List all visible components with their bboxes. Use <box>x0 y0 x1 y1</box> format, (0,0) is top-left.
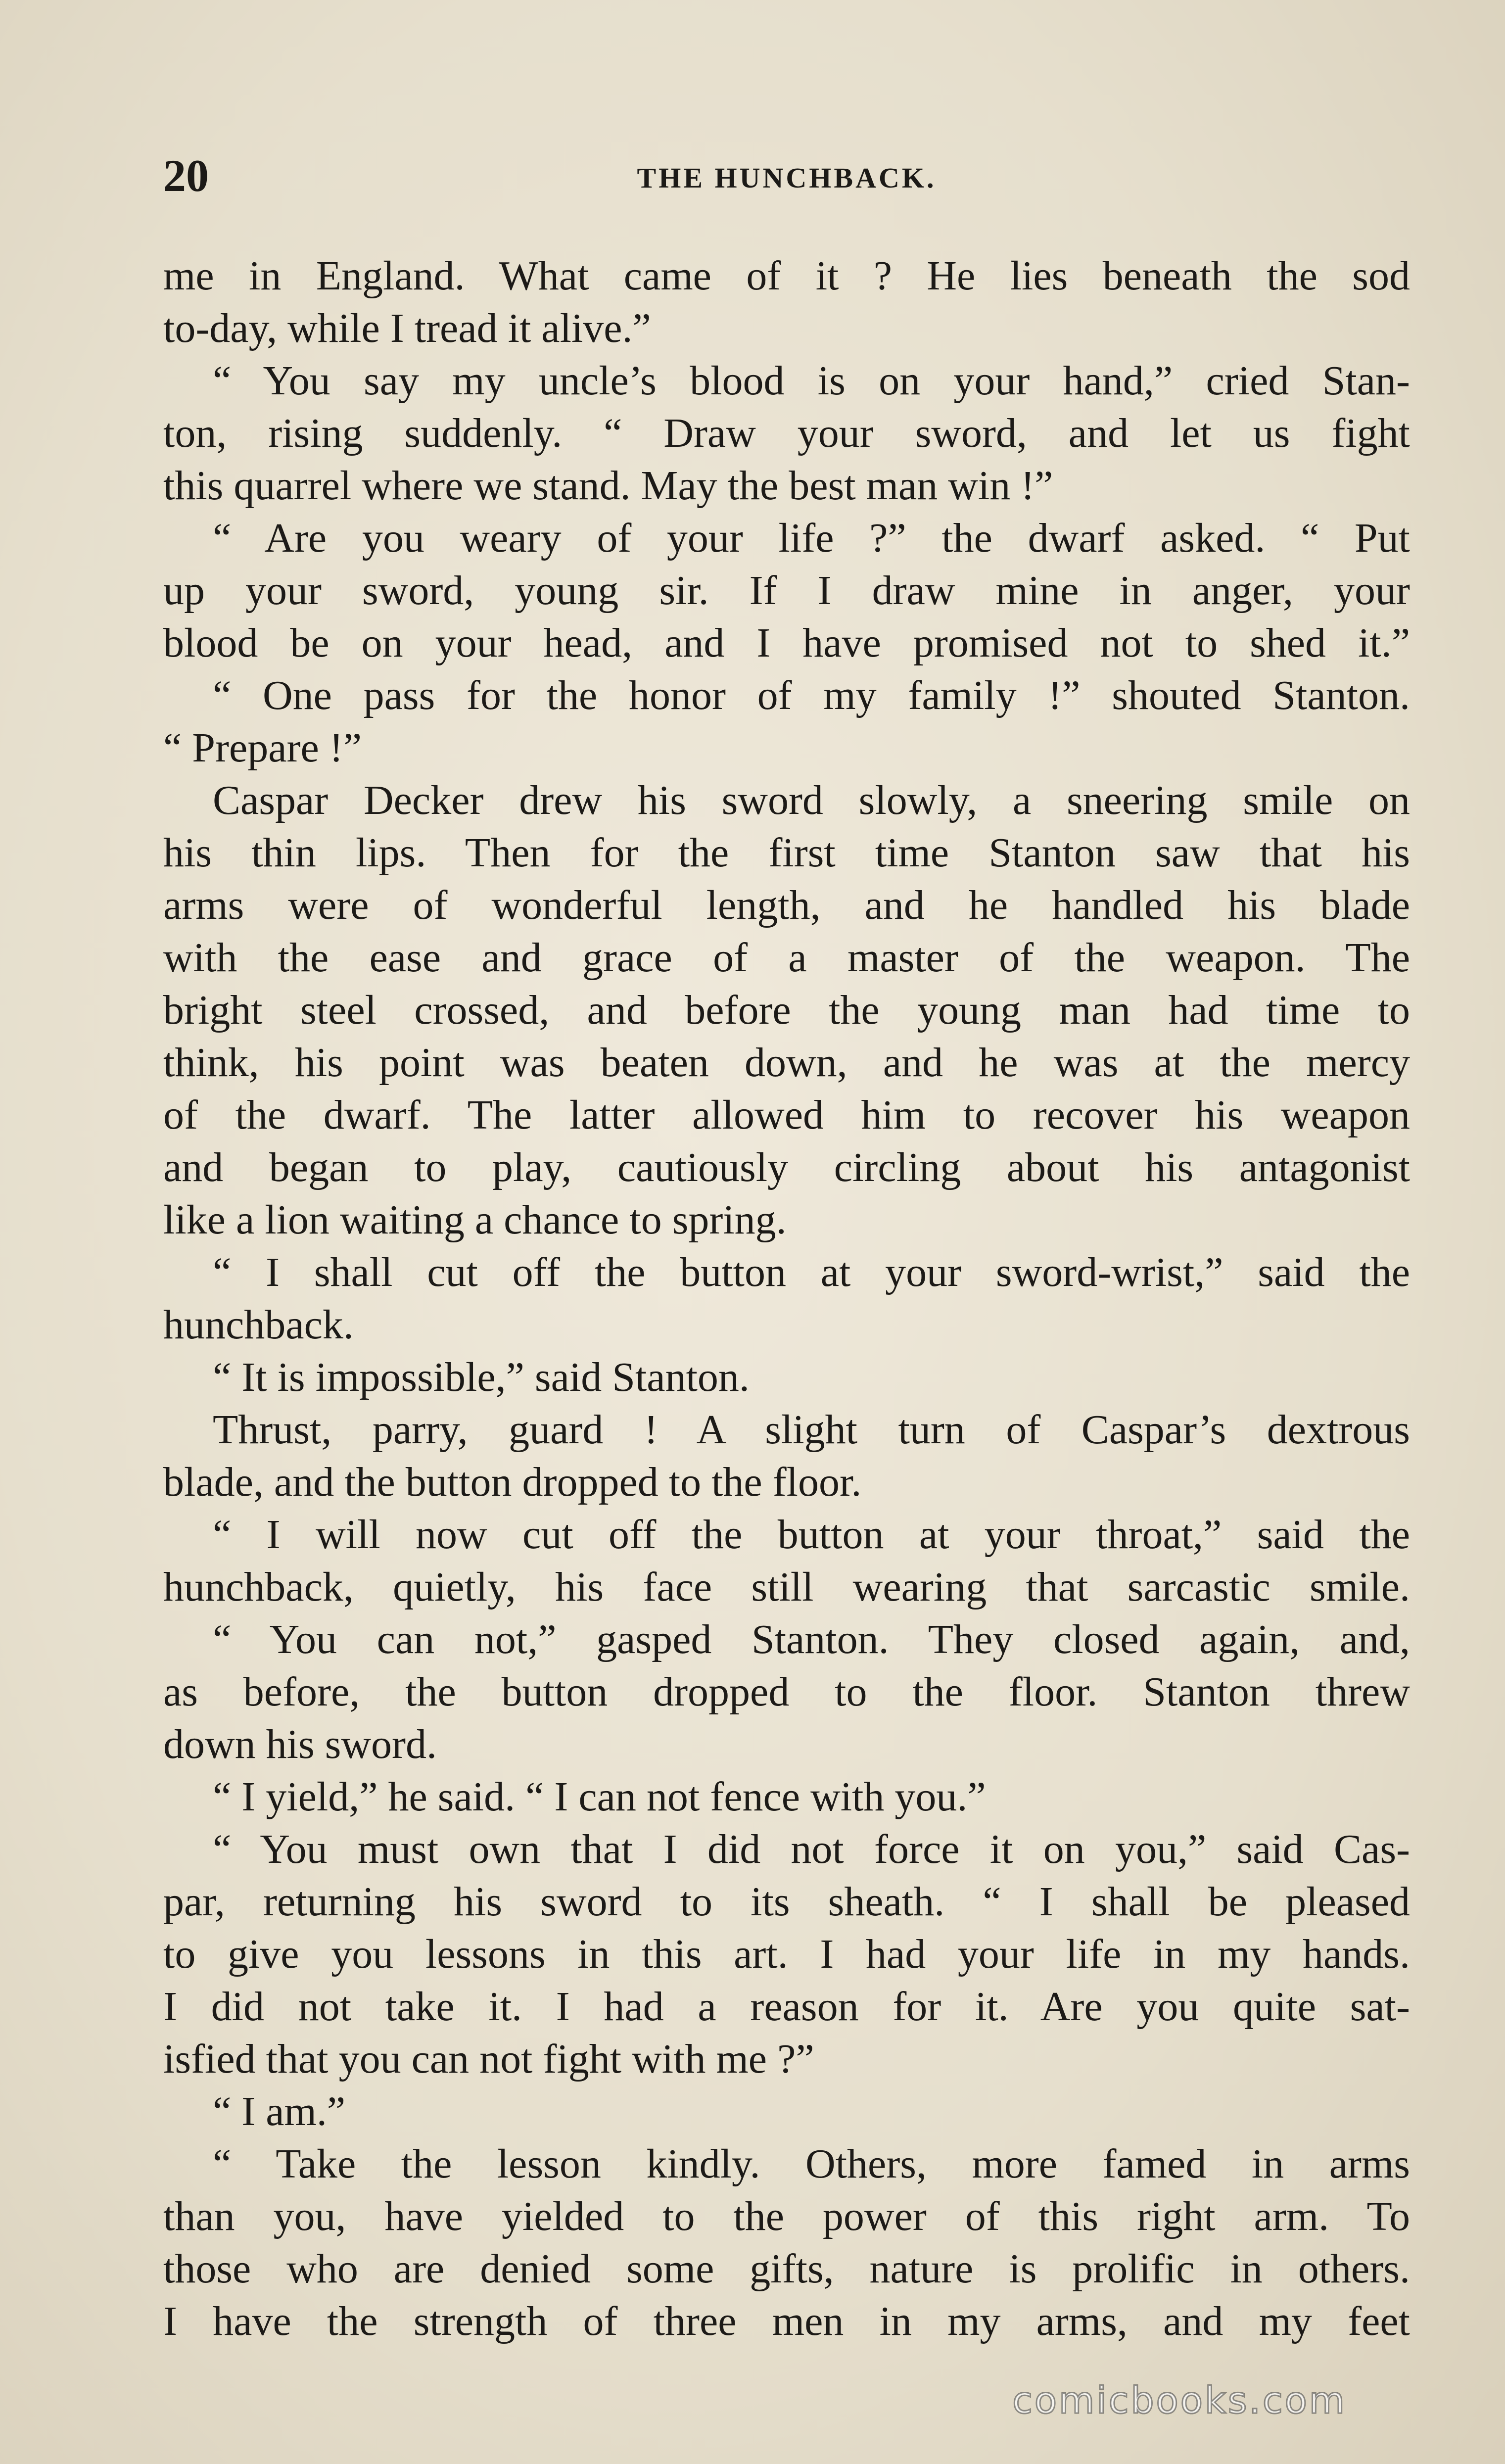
text-line: than you, have yielded to the power of this right arm. To <box>163 2193 1410 2239</box>
text-line: “ Are you weary of your life ?” the dwarf asked. “ Put <box>213 515 1410 561</box>
text-line: hunchback. <box>163 1302 354 1348</box>
text-line: to-day, while I tread it alive.” <box>163 305 651 351</box>
text-line: bright steel crossed, and before the young man had time to <box>163 987 1410 1033</box>
text-line: “ You must own that I did not force it on you,” said Cas- <box>213 1826 1410 1872</box>
text-line: “ One pass for the honor of my family !” shouted Stanton. <box>213 672 1410 718</box>
text-line: “ It is impossible,” said Stanton. <box>213 1354 750 1400</box>
text-line: me in England. What came of it ? He lies beneath the sod <box>163 253 1410 299</box>
watermark-logo: comicbooks.com <box>1012 2379 1347 2422</box>
text-line: with the ease and grace of a master of the weapon. The <box>163 935 1410 981</box>
running-title: THE HUNCHBACK. <box>637 162 937 194</box>
text-line: those who are denied some gifts, nature is prolific in others. <box>163 2246 1410 2292</box>
text-line: “ You can not,” gasped Stanton. They closed again, and, <box>213 1616 1410 1662</box>
text-line: like a lion waiting a chance to spring. <box>163 1197 787 1243</box>
text-line: par, returning his sword to its sheath. “ I shall be pleased <box>163 1879 1410 1925</box>
text-line: up your sword, young sir. If I draw mine in anger, your <box>163 568 1410 614</box>
text-line: ton, rising suddenly. “ Draw your sword, and let us fight <box>163 410 1410 456</box>
text-line: blade, and the button dropped to the floor. <box>163 1459 862 1505</box>
text-line: to give you lessons in this art. I had your life in my hands. <box>163 1931 1410 1977</box>
text-line: arms were of wonderful length, and he handled his blade <box>163 882 1410 928</box>
text-line: “ I am.” <box>213 2088 346 2134</box>
text-line: “ I will now cut off the button at your throat,” said the <box>213 1512 1410 1558</box>
text-line: think, his point was beaten down, and he was at the mercy <box>163 1040 1410 1086</box>
text-line: down his sword. <box>163 1721 437 1767</box>
text-line: Thrust, parry, guard ! A slight turn of Caspar’s dextrous <box>213 1407 1410 1453</box>
text-line: as before, the button dropped to the floor. Stanton threw <box>163 1669 1410 1715</box>
text-line: “ I shall cut off the button at your sword-wrist,” said the <box>213 1249 1410 1295</box>
text-line: “ You say my uncle’s blood is on your hand,” cried Stan- <box>213 358 1410 404</box>
text-line: and began to play, cautiously circling about his antagonist <box>163 1144 1410 1190</box>
text-line: “ Prepare !” <box>163 725 362 771</box>
text-line: of the dwarf. The latter allowed him to recover his weapon <box>163 1092 1410 1138</box>
text-line: “ Take the lesson kindly. Others, more famed in arms <box>213 2141 1410 2187</box>
text-line: his thin lips. Then for the first time Stanton saw that his <box>163 830 1410 876</box>
page-header <box>163 146 1410 205</box>
text-line: blood be on your head, and I have promised not to shed it.” <box>163 620 1410 666</box>
text-line: Caspar Decker drew his sword slowly, a sneering smile on <box>213 777 1410 823</box>
page-number: 20 <box>163 150 209 201</box>
text-line: this quarrel where we stand. May the best man win !” <box>163 463 1053 509</box>
text-line: hunchback, quietly, his face still wearing that sarcastic smile. <box>163 1564 1410 1610</box>
text-line: “ I yield,” he said. “ I can not fence with you.” <box>213 1774 986 1820</box>
text-line: I did not take it. I had a reason for it. Are you quite sat- <box>163 1984 1410 2030</box>
text-line: isfied that you can not fight with me ?” <box>163 2036 814 2082</box>
body-text <box>163 250 1410 2348</box>
text-line: I have the strength of three men in my arms, and my feet <box>163 2298 1410 2344</box>
